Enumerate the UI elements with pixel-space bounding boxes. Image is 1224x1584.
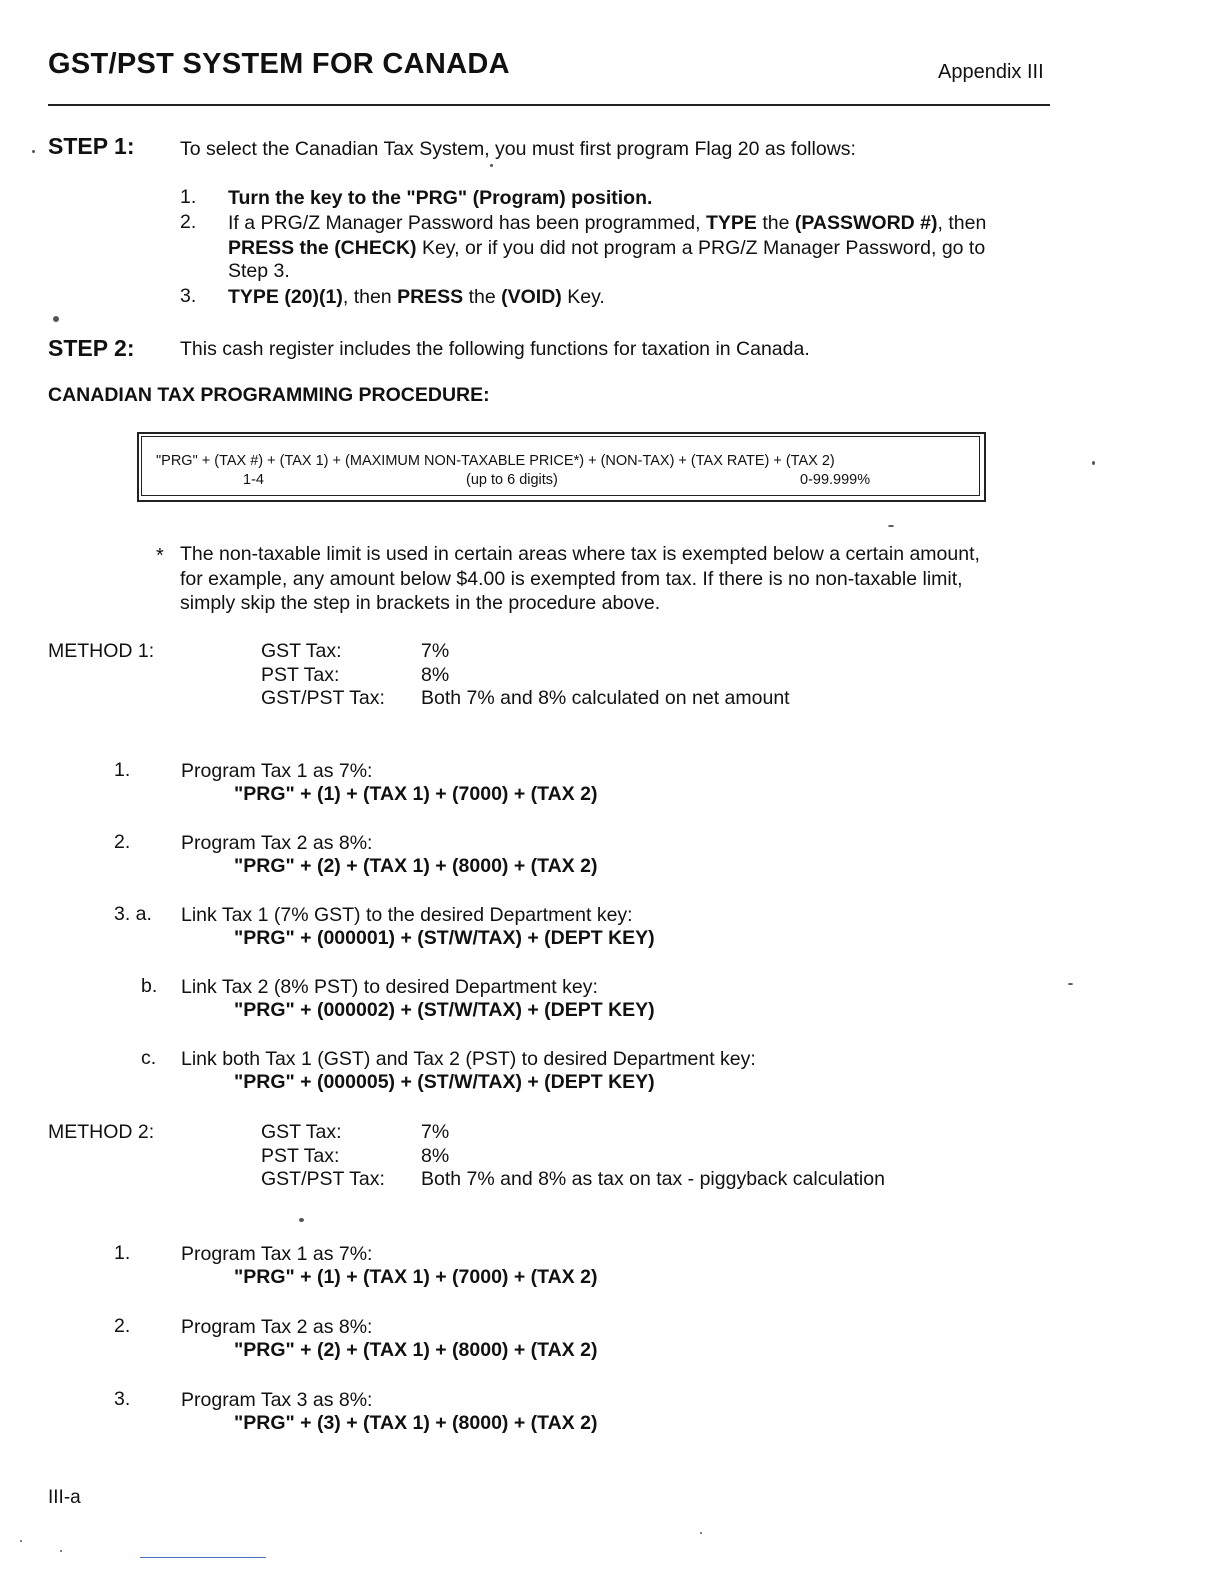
step-1-intro: To select the Canadian Tax System, you must first program Flag 20 as follows: [180,138,856,160]
method-1-step-description: Link Tax 1 (7% GST) to the desired Department key: [181,904,633,926]
method-2-step-description: Program Tax 1 as 7%: [181,1243,373,1265]
method-2-step-command: "PRG" + (1) + (TAX 1) + (7000) + (TAX 2) [234,1266,598,1288]
method-2-step-command: "PRG" + (2) + (TAX 1) + (8000) + (TAX 2) [234,1339,598,1361]
method-1-row-value: 7% [421,640,450,662]
scan-speck [700,1532,702,1534]
scan-speck [490,164,493,167]
method-1-step-command: "PRG" + (2) + (TAX 1) + (8000) + (TAX 2) [234,855,598,877]
method-1-step-number: 1. [114,759,131,781]
method-1-row-key: GST/PST Tax: [261,687,385,709]
step-1-item-1-text: Turn the key to the "PRG" (Program) position. [228,187,653,209]
method-1-step-description: Link Tax 2 (8% PST) to desired Department key: [181,976,598,998]
method-2-row-key: GST/PST Tax: [261,1168,385,1190]
step-1-item-2-number: 2. [180,211,197,233]
scan-speck [1068,983,1073,985]
method-2-row-key: GST Tax: [261,1121,342,1143]
step-1-item-2-line-2: PRESS the (CHECK) Key, or if you did not program a PRG/Z Manager Password, go to [228,237,986,259]
scan-speck [32,150,35,153]
method-1-row-value: 8% [421,664,450,686]
formula-sub-tax-range: 1-4 [243,472,264,488]
note-text: The non-taxable limit is used in certain areas where tax is exempted below a certain amount, for example, any amount below $4.00 is exempted from tax. If there is no non-taxable limit, simply skip the step in brackets in the procedure above. [180,543,980,614]
scan-speck [888,525,894,527]
formula-sub-rate-range: 0-99.999% [800,472,871,488]
note-asterisk: * [156,545,164,567]
method-1-row-value: Both 7% and 8% calculated on net amount [421,687,790,709]
header-divider [48,104,1050,106]
method-2-step-number: 3. [114,1388,131,1410]
method-2-step-number: 2. [114,1315,131,1337]
page-title: GST/PST SYSTEM FOR CANADA [48,48,510,80]
method-2-row-value: Both 7% and 8% as tax on tax - piggyback calculation [421,1168,885,1190]
method-2-row-key: PST Tax: [261,1145,340,1167]
method-1-step-number: b. [141,975,158,997]
step-1-item-1-number: 1. [180,186,197,208]
method-2-row-value: 7% [421,1121,450,1143]
method-1-step-command: "PRG" + (000002) + (ST/W/TAX) + (DEPT KEY) [234,999,655,1021]
method-1-step-number: c. [141,1047,157,1069]
method-1-step-command: "PRG" + (000001) + (ST/W/TAX) + (DEPT KEY) [234,927,655,949]
formula-sub-digits: (up to 6 digits) [466,472,558,488]
method-1-step-number: 2. [114,831,131,853]
method-1-row-key: PST Tax: [261,664,340,686]
method-2-row-value: 8% [421,1145,450,1167]
page-number: III-a [48,1487,81,1508]
step-1-item-2-line-3: Step 3. [228,260,290,282]
stray-mark [299,1218,304,1222]
method-1-step-description: Program Tax 2 as 8%: [181,832,373,854]
step-2-text: This cash register includes the following functions for taxation in Canada. [180,338,810,360]
scan-artifact-line [140,1557,266,1558]
scan-speck [60,1550,62,1552]
method-1-step-number: 3. a. [114,903,152,925]
procedure-heading: CANADIAN TAX PROGRAMMING PROCEDURE: [48,384,490,406]
scan-speck [20,1540,22,1542]
scan-speck [1092,461,1095,465]
step-1-item-3-number: 3. [180,285,197,307]
method-2-step-description: Program Tax 2 as 8%: [181,1316,373,1338]
step-2-label: STEP 2: [48,335,135,361]
step-1-label: STEP 1: [48,133,135,159]
method-1-step-description: Link both Tax 1 (GST) and Tax 2 (PST) to desired Department key: [181,1048,756,1070]
method-2-step-description: Program Tax 3 as 8%: [181,1389,373,1411]
formula-text: "PRG" + (TAX #) + (TAX 1) + (MAXIMUM NON-TAXABLE PRICE*) + (NON-TAX) + (TAX RATE) + (TAX 2) [156,453,835,469]
method-2-label: METHOD 2: [48,1121,155,1143]
method-1-row-key: GST Tax: [261,640,342,662]
method-1-step-command: "PRG" + (1) + (TAX 1) + (7000) + (TAX 2) [234,783,598,805]
step-1-item-2-line-1: If a PRG/Z Manager Password has been programmed, TYPE the (PASSWORD #), then [228,212,987,234]
appendix-label: Appendix III [938,61,1044,83]
method-1-step-command: "PRG" + (000005) + (ST/W/TAX) + (DEPT KEY) [234,1071,655,1093]
method-2-step-number: 1. [114,1242,131,1264]
bullet-dot [53,316,59,322]
method-1-label: METHOD 1: [48,640,155,662]
method-2-step-command: "PRG" + (3) + (TAX 1) + (8000) + (TAX 2) [234,1412,598,1434]
method-1-step-description: Program Tax 1 as 7%: [181,760,373,782]
step-1-item-3-text: TYPE (20)(1), then PRESS the (VOID) Key. [228,286,605,308]
